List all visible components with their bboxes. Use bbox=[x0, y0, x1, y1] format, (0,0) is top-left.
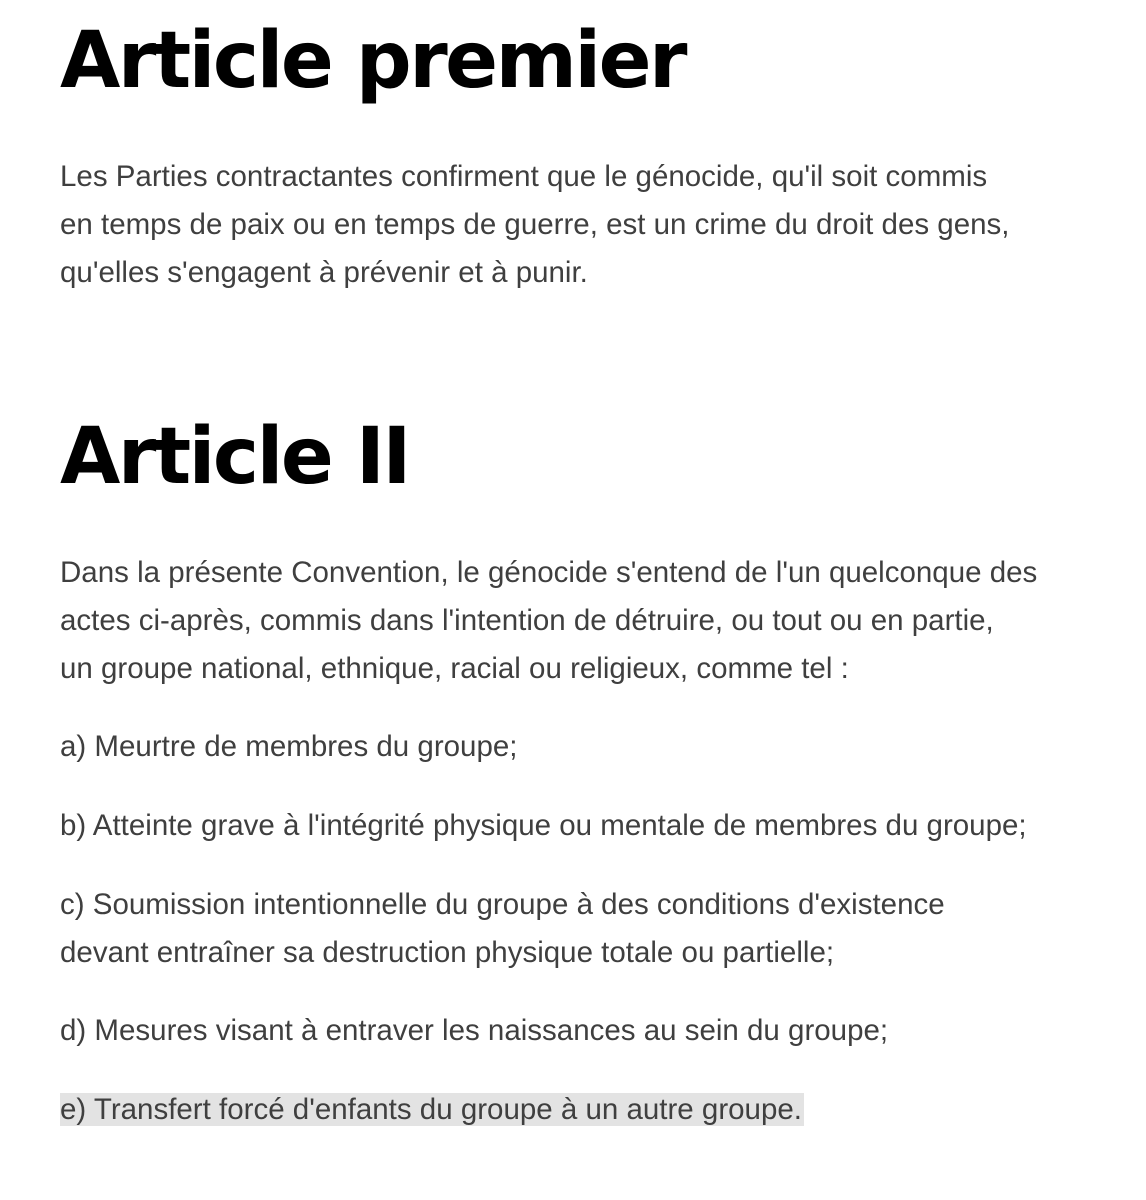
list-item-c-line: devant entraîner sa destruction physique totale ou partielle; bbox=[60, 936, 835, 969]
paragraph-line: Dans la présente Convention, le génocide s'entend de l'un quelconque des bbox=[60, 556, 1038, 589]
list-item-e[interactable] bbox=[60, 1086, 804, 1134]
article-ii-intro-paragraph bbox=[60, 549, 1037, 693]
article-ii-heading: Article II bbox=[60, 412, 409, 502]
article-premier-paragraph bbox=[60, 153, 1009, 297]
paragraph-line: en temps de paix ou en temps de guerre, est un crime du droit des gens, bbox=[60, 208, 1010, 241]
selected-text-highlight[interactable]: e) Transfert forcé d'enfants du groupe à un autre groupe. bbox=[60, 1093, 802, 1126]
list-item-c-line: c) Soumission intentionnelle du groupe à des conditions d'existence bbox=[60, 888, 945, 921]
list-item-c bbox=[60, 881, 945, 977]
paragraph-line: qu'elles s'engagent à prévenir et à punir. bbox=[60, 256, 588, 289]
paragraph-line: actes ci-après, commis dans l'intention de détruire, ou tout ou en partie, bbox=[60, 604, 994, 637]
paragraph-line: Les Parties contractantes confirment que le génocide, qu'il soit commis bbox=[60, 160, 988, 193]
paragraph-line: un groupe national, ethnique, racial ou religieux, comme tel : bbox=[60, 652, 849, 685]
list-item-d: d) Mesures visant à entraver les naissances au sein du groupe; bbox=[60, 1014, 889, 1047]
list-item-a: a) Meurtre de membres du groupe; bbox=[60, 730, 518, 763]
list-item-b: b) Atteinte grave à l'intégrité physique ou mentale de membres du groupe; bbox=[60, 809, 1027, 842]
article-premier-heading: Article premier bbox=[60, 16, 685, 106]
